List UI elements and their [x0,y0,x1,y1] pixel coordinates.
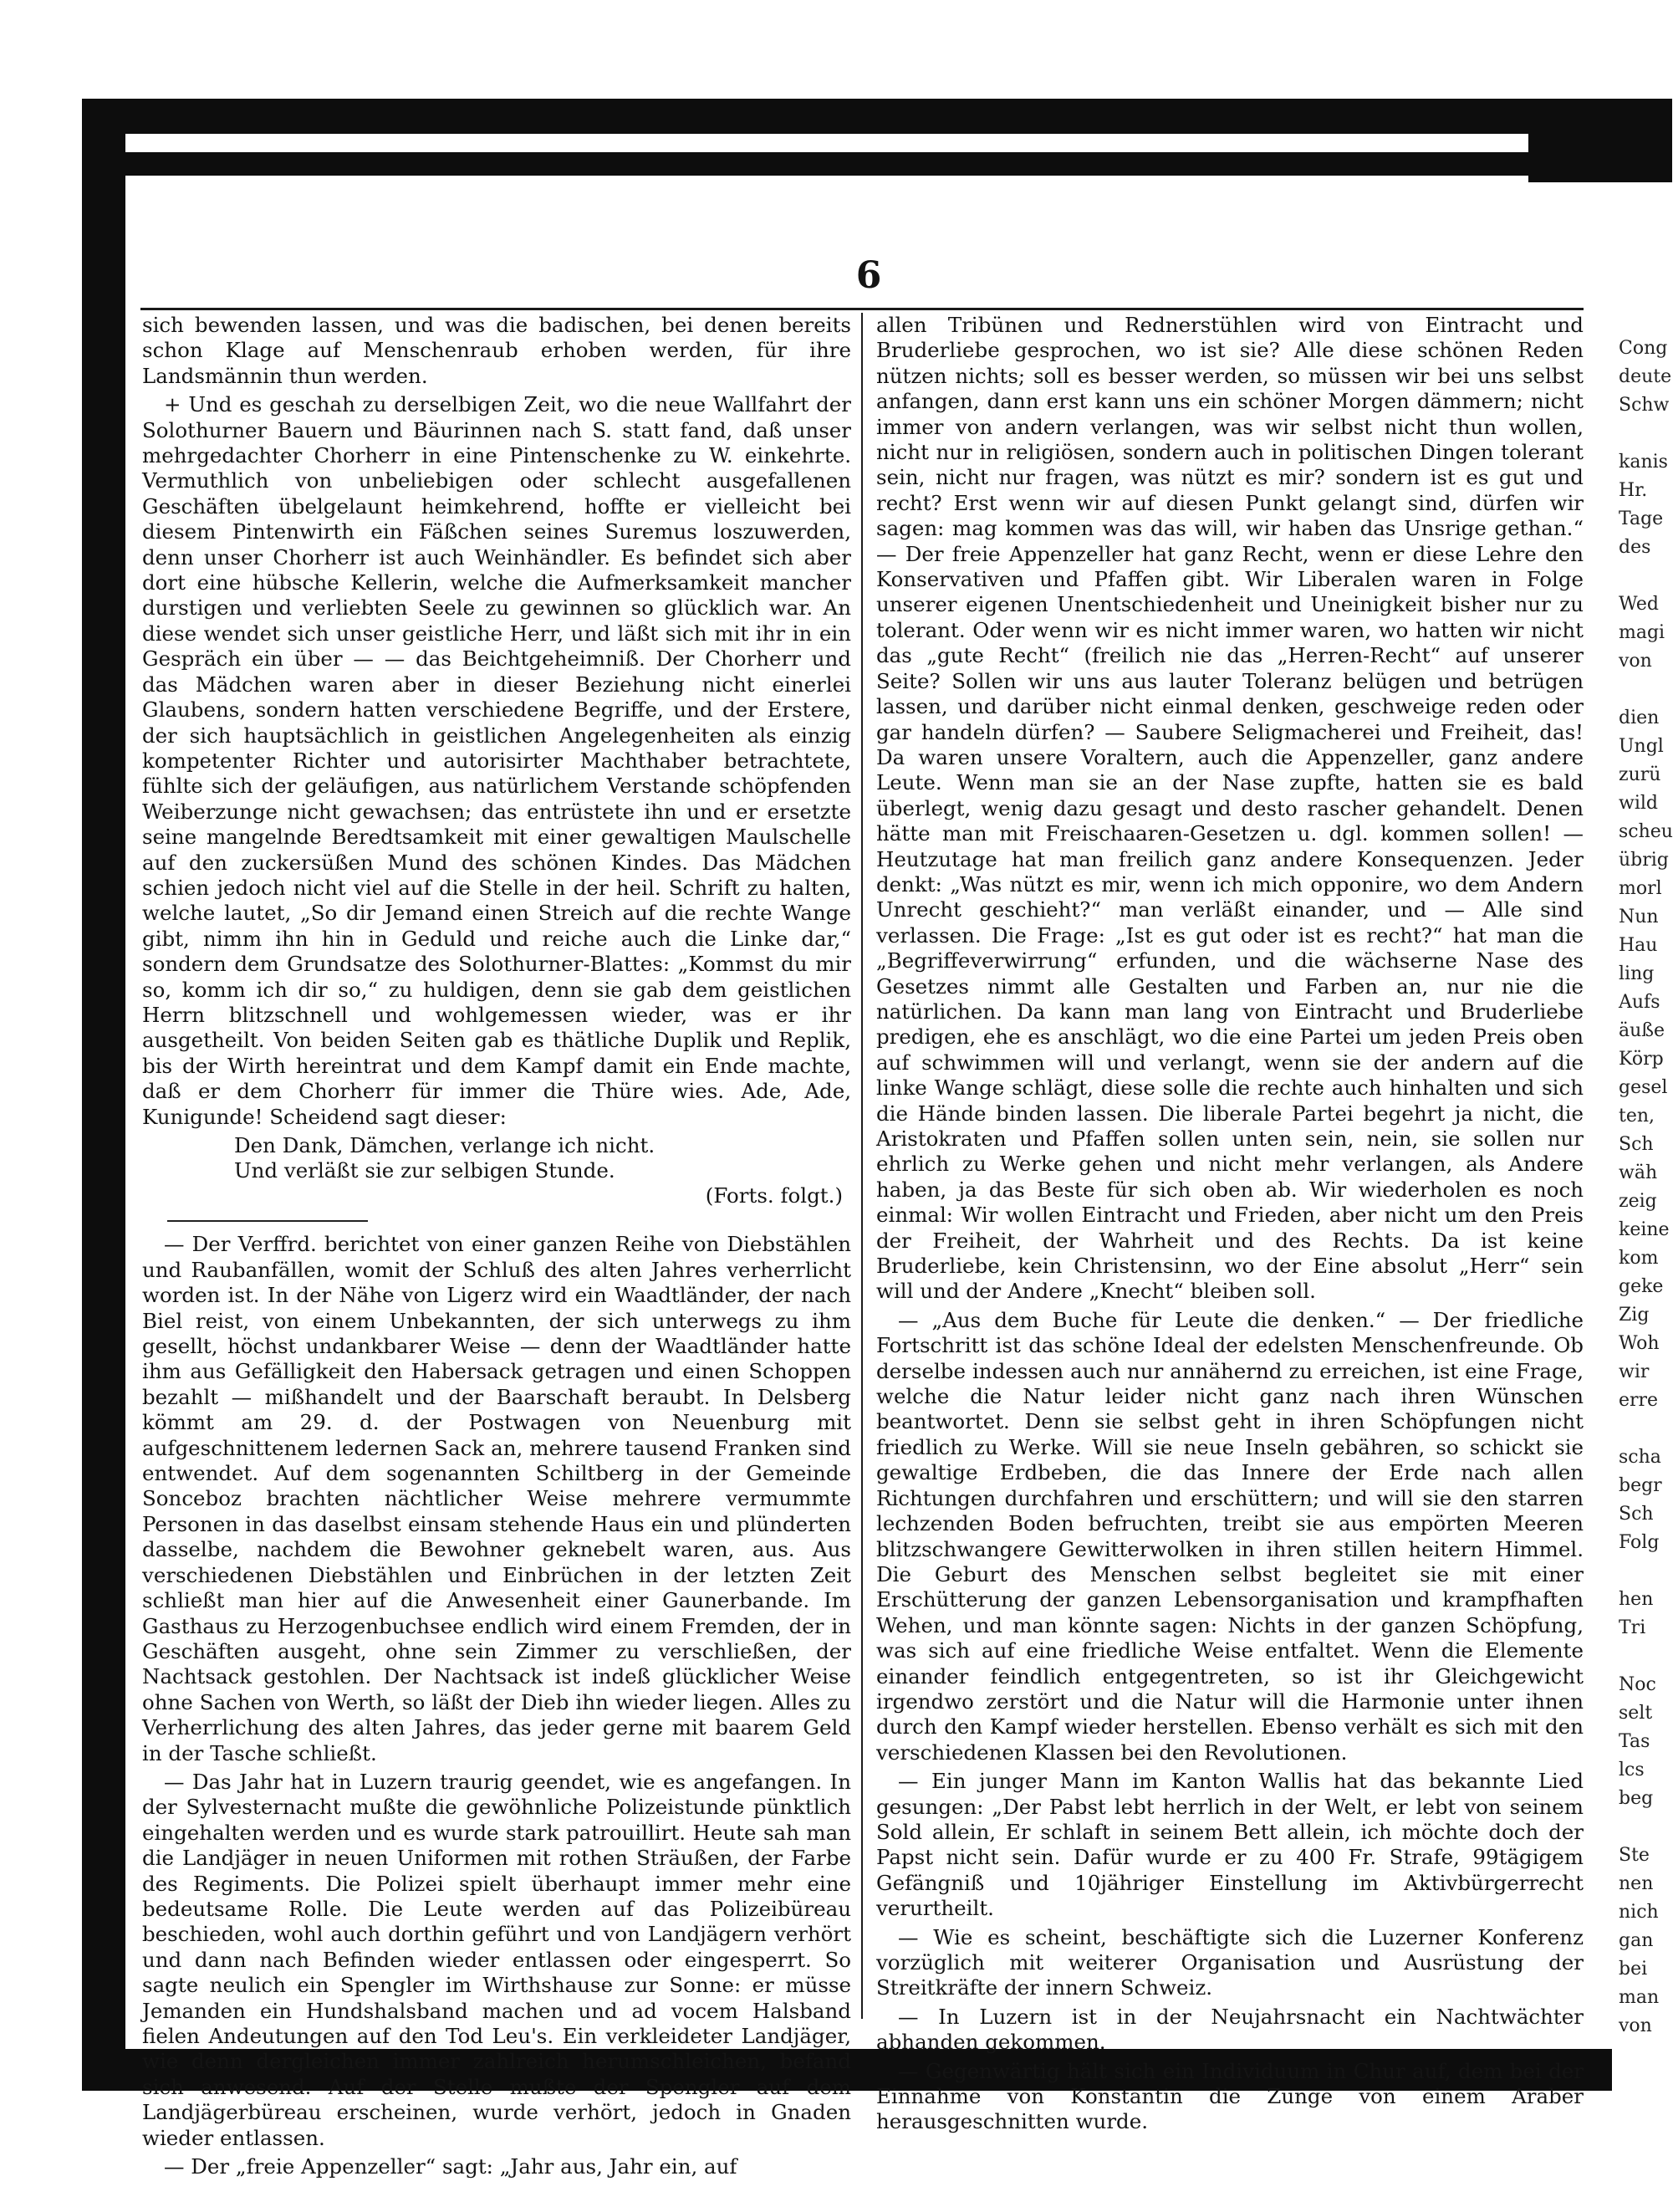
verse-block [234,1133,851,1183]
news-item: — Ein junger Mann im Kanton Wallis hat das bekannte Lied gesungen: „Der Pabst lebt herrlich in der Welt, er lebt von seinem Sold allein, Er schlaft in seinem Bett allein, ich möchte doch der Papst nicht sein. Dafür wurde er zu 400 Fr. Strafe, 99tägigem Gefängniß und 10jähriger Einstellung im Aktivbürgerrecht verurtheilt. [876,1769,1584,1921]
verse-line: Den Dank, Dämchen, verlange ich nicht. [234,1133,655,1157]
scan-border-right-edge [1614,99,1672,182]
article-paragraph: + Und es geschah zu derselbigen Zeit, wo die neue Wallfahrt der Solothurner Bauern und Bäurinnen nach S. statt fand, daß unser mehrgedachter Chorherr in eine Pintenschenke zu W. einkehrte. Vermuthlich von unbeliebigen oder schlecht ausgefallenen Geschäften übelgelaunt heimkehrend, hoffte er vielleicht bei diesem Pintenwirth ein Fäßchen seines Suremus loszuwerden, denn unser Chorherr ist auch Weinhändler. Es befindet sich aber dort eine hübsche Kellerin, welche die Aufmerksamkeit mancher durstigen und verliebten Seele zu gewinnen so glücklich war. An diese wendet sich unser geistliche Herr, und läßt sich mit ihr in ein Gespräch ein über — — das Beichtgeheimniß. Der Chorherr und das Mädchen waren aber in dieser Beziehung nicht einerlei Glaubens, sondern hatten verschiedene Begriffe, und der Erstere, der sich hauptsächlich in geistlichen Angelegenheiten als einzig kompetenter Richter und autorisirter Machthaber betrachtete, fühlte sich der geläufigen, aus natürlichem Verstande schöpfenden Weiberzunge nicht gewachsen; das entrüstete ihn und er ersetzte seine mangelnde Beredtsamkeit mit einer gewaltigen Maulschelle auf den zuckersüßen Mund des schönen Kindes. Das Mädchen schien jedoch nicht viel auf die Stelle in der heil. Schrift zu halten, welche lautet, „So dir Jemand einen Streich auf die rechte Wange gibt, nimm ihn hin in Geduld und reiche auch die Linke dar,“ sondern dem Grundsatze des Solothurner-Blattes: „Kommst du mir so, komm ich dir so,“ zu huldigen, denn sie gab dem geistlichen Herrn blitzschnell und wohlgemessen wieder, was er ihr ausgetheilt. Von beiden Seiten gab es thätliche Duplik und Replik, bis der Wirth hereintrat und dem Kampf damit ein Ende machte, daß er dem Chorherr für immer die Thüre wies. Ade, Ade, Kunigunde! Scheidend sagt dieser: [142,392,851,1129]
continuation-note: (Forts. folgt.) [705,1183,843,1208]
news-item: — Der Verffrd. berichtet von einer ganzen Reihe von Diebstählen und Raubanfällen, womit der Schluß des alten Jahres verherrlicht worden ist. In der Nähe von Ligerz wird ein Waadtländer, der nach Biel reist, von einem Unbekannten, der sich unterwegs zu ihm gesellt, höchst undankbarer Weise — denn der Waadtländer hatte ihm aus Gefälligkeit den Habersack getragen und einen Schoppen bezahlt — mißhandelt und der Baarschaft beraubt. In Delsberg kömmt am 29. d. der Postwagen von Neuenburg mit aufgeschnittenem ledernen Sack an, mehrere tausend Franken sind entwendet. Auf dem sogenannten Schiltberg in der Gemeinde Sonceboz brachten nächtlicher Weise mehrere vermummte Personen in das daselbst einsam stehende Haus ein und plünderten dasselbe, nachdem die Bewohner geknebelt waren, aus. Aus verschiedenen Diebstählen und Einbrüchen in der letzten Zeit schließt man hier auf die Anwesenheit einer Gaunerbande. Im Gasthaus zu Herzogenbuchsee endlich wird einem Fremden, der in Geschäften ausgeht, ohne sein Zimmer zu verschließen, der Nachtsack gestohlen. Der Nachtsack ist indeß glücklicher Weise ohne Sachen von Werth, so läßt der Dieb ihn wieder liegen. Alles zu Verherrlichung des alten Jahres, das jeder gerne mit baarem Geld in der Tasche schließt. [142,1232,851,1765]
scan-border-top [84,99,1614,134]
article-paragraph: allen Tribünen und Rednerstühlen wird von Eintracht und Bruderliebe gesprochen, wo ist sie? Alle diese schönen Reden nützen nichts; soll es besser werden, so müssen wir bei uns selbst anfangen, dann erst kann uns ein schöner Morgen dämmern; nicht immer von andern verlangen, was wir selbst nicht thun wollen, nicht nur in religiösen, sondern auch in politischen Dingen tolerant sein, nicht nur fragen, was nützt es mir? sondern ist es gut und recht? Erst wenn wir auf diesen Punkt gelangt sind, dürfen wir sagen: mag kommen was das will, wir haben das Unsrige gethan.“ — Der freie Appenzeller hat ganz Recht, wenn er diese Lehre den Konservativen und Pfaffen gibt. Wir Liberalen waren in Folge unserer eigenen Unentschiedenheit und Uneinigkeit bisher nur zu tolerant. Oder wenn wir es nicht immer waren, wo hatten wir nicht das „gute Recht“ (freilich nie das „Herren-Recht“ auf unserer Seite? Sollen wir uns aus lauter Toleranz belügen und betrügen lassen, und darüber nicht einmal denken, geschweige reden oder gar handeln dürfen? — Saubere Seligmacherei und Freiheit, das! Da waren unsere Voraltern, auch die Appenzeller, ganz andere Leute. Wenn man sie an der Nase zupfte, hatten sie es bald überlegt, wenig dazu gesagt und desto rascher gehandelt. Denen hätte man mit Freischaaren-Gesetzen u. dgl. kommen sollen! — Heutzutage hat man freilich ganz andere Konsequenzen. Jeder denkt: „Was nützt es mir, wenn ich mich opponire, wo dem Andern Unrecht geschieht?“ man verläßt einander, und — Alle sind verlassen. Die Frage: „Ist es gut oder ist es recht?“ hat man die „Begriffeverwirrung“ erfunden, und die wächserne Nase des Gesetzes nimmt alle Gestalten und Farben an, nur nie die natürlichen. Da kann man lang von Eintracht und Bruderliebe predigen, ehe es anschlägt, wo die eine Partei um jeden Preis oben auf schwimmen will und verlangt, wenn sie der andern auf die linke Wange schlägt, diese solle die rechte auch hinhalten und sich die Hände binden lassen. Die liberale Partei begehrt ja nicht, die Aristokraten und Pfaffen sollen unten sein, nein, sie sollen nur ehrlich zu Werke gehen und nicht mehr verlangen, als Andere haben, ja das Beste für sich oben ab. Wir wiederholen es noch einmal: Wir wollen Eintracht und Frieden, aber nicht um den Preis der Freiheit, der Wahrheit und des Rechts. Da ist keine Bruderliebe, kein Christensinn, wo der Eine absolut „Herr“ sein will und der Andere „Knecht“ bleiben soll. [876,313,1584,1304]
verse-line: Und verläßt sie zur selbigen Stunde. [234,1158,615,1183]
scan-border-left [82,99,125,2089]
right-column [876,313,1584,2134]
left-column [142,313,851,2179]
neighbor-page-fragment: Cong deute Schw kanis Hr. Tage des Wed magi von dien Ungl zurü wild scheu übrig morl Nun Hau ling Aufs äuße Körp gesel ten, Sch wäh zeig keine kom geke Zig Woh wir erre scha begr Sch Folg hen Tri Noc selt Tas lcs beg Ste nen nich gan bei man von [1619,338,1673,2036]
news-item: — In Luzern ist in der Neujahrsnacht ein Nachtwächter abhanden gekommen. [876,2004,1584,2055]
news-item: — Gegenwärtig hält sich ein Individuum in Chur auf, dem bei der Einnahme von Konstantin die Zunge von einem Araber herausgeschnitten wurde. [876,2058,1584,2134]
news-item: — Der „freie Appenzeller“ sagt: „Jahr aus, Jahr ein, auf [164,2154,737,2179]
news-item: — „Aus dem Buche für Leute die denken.“ — Der friedliche Fortschritt ist das schöne Ideal der edelsten Menschenfreunde. Ob derselbe indessen auch nur annähernd zu erreichen, ist eine Frage, welche die Natur leider nicht ganz nach ihren Wünschen beantwortet. Denn sie selbst geht in ihren Schöpfungen nicht friedlich zu Werke. Will sie neue Inseln gebähren, so schickt sie gewaltige Erdbeben, die das Innere der Erde nach allen Richtungen durchfahren und erschüttern; und will sie den starren lechzenden Boden befruchten, treibt sie aus empörten Meeren blitzschwangere Gewitterwolken in ihren stillen heitern Himmel. Die Geburt des Menschen selbst begleitet sie mit einer Erschütterung der ganzen Lebensorganisation und krampfhaften Wehen, und man könnte sagen: Nichts in der ganzen Schöpfung, was sich auf eine friedliche Weise entfaltet. Wenn die Elemente einander feindlich entgegentreten, so ist ihr Gleichgewicht irgendwo zerstört und die Natur will die Harmonie unter ihnen durch den Kampf wieder herstellen. Ebenso verhält es sich mit den verschiedenen Klassen bei den Revolutionen. [876,1307,1584,1765]
newspaper-page [132,191,1605,2179]
article-paragraph: sich bewenden lassen, und was die badischen, bei denen bereits schon Klage auf Menschenraub erhoben werden, für ihre Landsmännin thun werden. [142,313,851,388]
column-separator [861,313,863,2019]
news-item: — Das Jahr hat in Luzern traurig geendet, wie es angefangen. In der Sylvesternacht mußte die gewöhnliche Polizeistunde pünktlich eingehalten werden und es wurde stark patrouillirt. Heute sah man die Landjäger in neuen Uniformen mit rothen Sträußen, der Farbe des Regiments. Die Polizei spielt überhaupt immer mehr eine bedeutsame Rolle. Die Leute werden auf das Polizeibüreau beschieden, wohl auch dorthin geführt und von Landjägern verhört und dann nach Befinden wieder entlassen oder eingesperrt. So sagte neulich ein Spengler im Wirthshause zur Sonne: er müsse Jemanden ein Hundshalsband machen und ad vocem Halsband fielen Andeutungen auf den Tod Leu's. Ein verkleideter Landjäger, wie denn dergleichen immer zahlreich herumschleichen, befand sich anwesend. Auf der Stelle mußte der Spengler auf dem Landjägerbüreau erscheinen, wurde verhört, jedoch in Gnaden wieder entlassen. [142,1769,851,2150]
header-rule [140,308,1584,310]
news-item: — Wie es scheint, beschäftigte sich die Luzerner Konferenz vorzüglich mit weiterer Organisation und Ausrüstung der Streitkräfte der innern Schweiz. [876,1924,1584,2000]
scan-border-right-corner [1528,99,1615,182]
scan-border-top-inner [84,152,1614,176]
section-divider [167,1220,368,1222]
page-number: 6 [855,254,882,297]
